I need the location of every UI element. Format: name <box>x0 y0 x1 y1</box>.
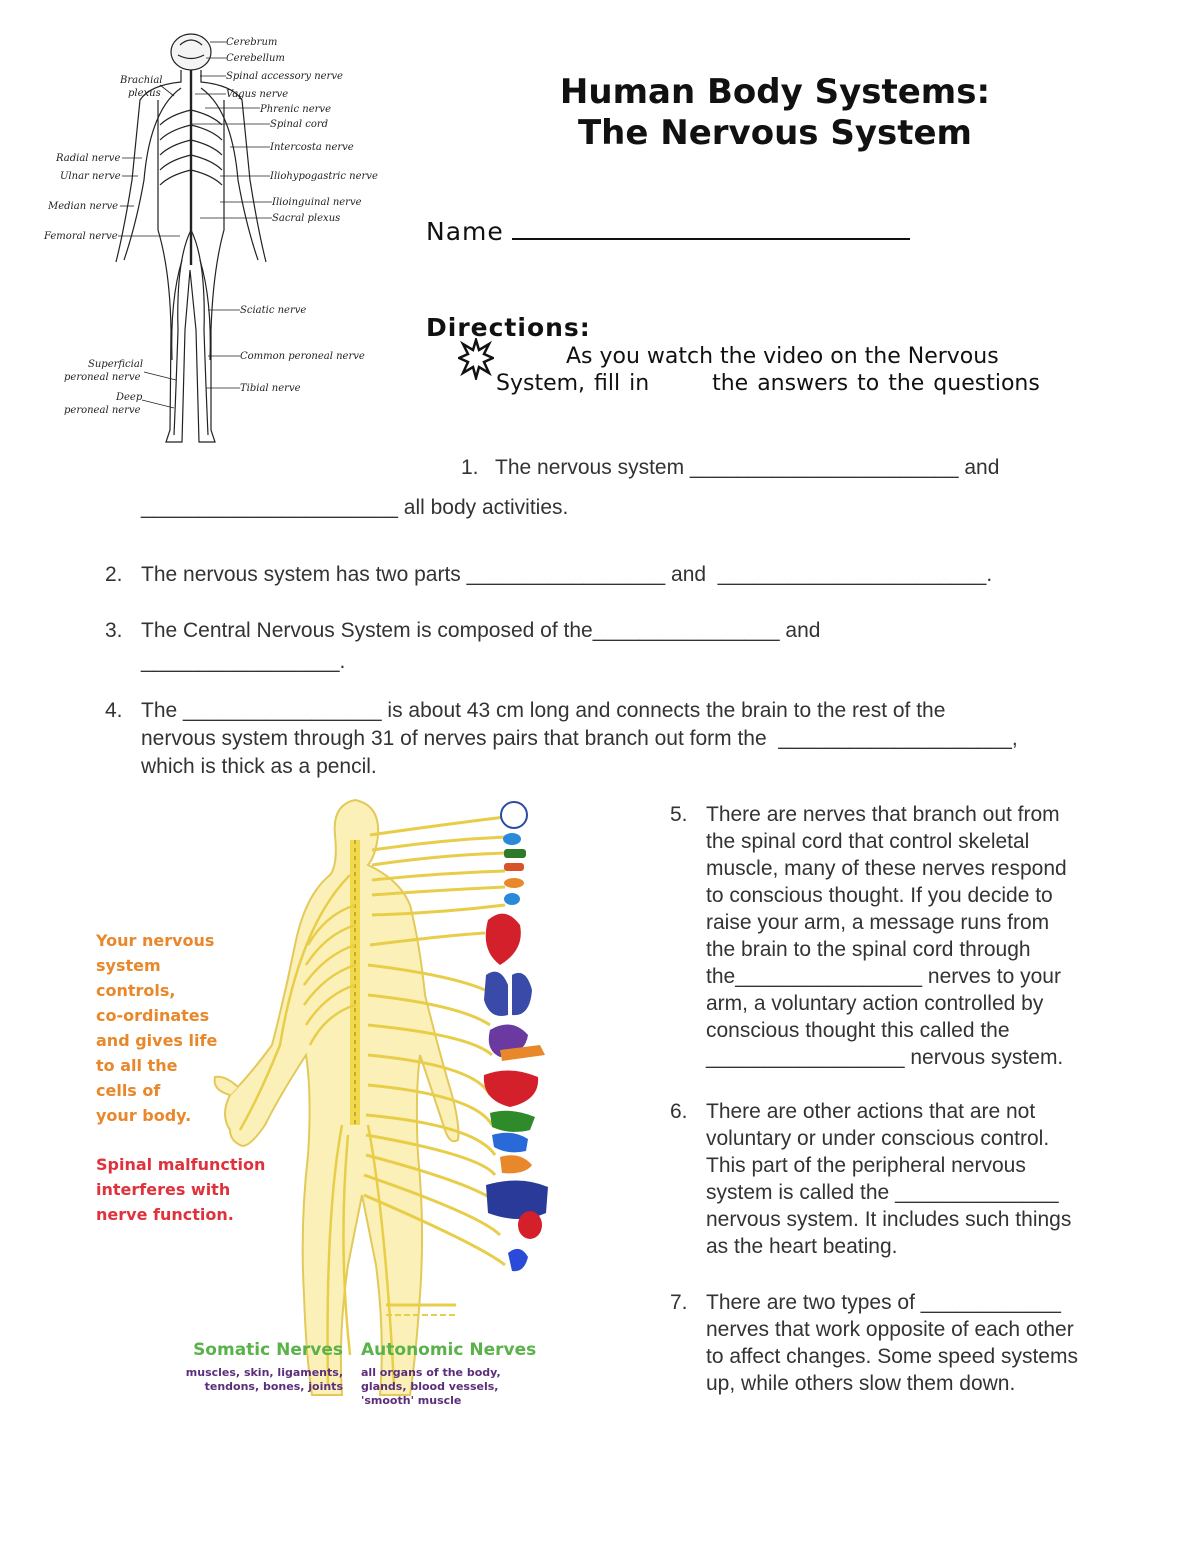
question-number: 6. <box>670 1100 688 1123</box>
label-deep-peroneal: peroneal nerve <box>64 405 141 416</box>
autonomic-heading: Autonomic Nerves <box>361 1340 537 1360</box>
question-line: The nervous system _______________________ and <box>495 456 1000 479</box>
label-superficial: Superficial <box>88 359 144 370</box>
question-6 <box>670 1098 1140 1260</box>
somatic-nerves-legend <box>178 1340 343 1394</box>
question-line: _________________ nervous system. <box>706 1046 1064 1069</box>
label-femoral: Femoral nerve <box>44 231 118 242</box>
question-number: 3. <box>105 619 123 642</box>
question-line: the________________ nerves to your <box>706 965 1061 988</box>
title-line-1: Human Body Systems: <box>559 72 991 112</box>
question-number: 7. <box>670 1291 688 1314</box>
caption-line: Spinal malfunction <box>96 1155 266 1174</box>
caption-line: co-ordinates <box>96 1006 210 1025</box>
label-deep: Deep <box>116 392 143 403</box>
somatic-line: tendons, bones, joints <box>204 1380 343 1393</box>
question-line: conscious thought this called the <box>706 1019 1010 1042</box>
label-vagus: Vagus nerve <box>226 89 289 100</box>
label-superficial-peroneal: peroneal nerve <box>64 372 141 383</box>
question-7 <box>670 1289 1140 1397</box>
question-line: up, while others slow them down. <box>706 1372 1016 1395</box>
label-spinal-accessory: Spinal accessory nerve <box>226 71 343 82</box>
question-line: voluntary or under conscious control. <box>706 1127 1050 1150</box>
question-line: There are nerves that branch out from <box>706 803 1060 826</box>
label-ulnar: Ulnar nerve <box>60 171 121 182</box>
question-number: 2. <box>105 563 123 586</box>
question-line: This part of the peripheral nervous <box>706 1154 1026 1177</box>
name-label: Name <box>426 217 504 246</box>
question-line: to affect changes. Some speed systems <box>706 1345 1078 1368</box>
caption-line: system <box>96 956 161 975</box>
question-line: the spinal cord that control skeletal <box>706 830 1030 853</box>
question-line: There are other actions that are not <box>706 1100 1036 1123</box>
autonomic-line: glands, blood vessels, <box>361 1380 499 1393</box>
question-number: 1. <box>461 456 479 479</box>
question-line: ______________________ all body activities. <box>141 496 569 519</box>
title-line-2: The Nervous System <box>577 113 972 153</box>
caption-line: nerve function. <box>96 1205 234 1224</box>
caption-line: Your nervous <box>96 931 215 950</box>
caption-line: to all the <box>96 1056 178 1075</box>
question-number: 5. <box>670 803 688 826</box>
label-sciatic: Sciatic nerve <box>240 305 307 316</box>
autonomic-line: all organs of the body, <box>361 1366 501 1379</box>
question-line: nerves that work opposite of each other <box>706 1318 1074 1341</box>
label-median: Median nerve <box>48 201 119 212</box>
directions-heading: Directions: <box>426 313 591 342</box>
autonomic-line: 'smooth' muscle <box>361 1394 462 1407</box>
spinal-malfunction-caption <box>96 1152 265 1227</box>
page-title <box>540 72 1010 154</box>
caption-line: and gives life <box>96 1031 218 1050</box>
question-line: The nervous system has two parts _________________ and _______________________. <box>141 563 993 586</box>
label-spinal-cord: Spinal cord <box>270 119 329 130</box>
name-blank-line[interactable] <box>512 214 910 240</box>
label-iliohypogastric: Iliohypogastric nerve <box>270 171 378 182</box>
question-line: The _________________ is about 43 cm long and connects the brain to the rest of the <box>141 699 946 722</box>
question-line: the brain to the spinal cord through <box>706 938 1031 961</box>
caption-line: interferes with <box>96 1180 231 1199</box>
label-tibial: Tibial nerve <box>240 383 301 394</box>
question-line: _________________. <box>141 650 346 673</box>
question-line: which is thick as a pencil. <box>141 755 377 778</box>
nervous-system-diagram <box>40 30 380 450</box>
label-sacral-plexus: Sacral plexus <box>272 213 341 224</box>
somatic-line: muscles, skin, ligaments, <box>185 1366 343 1379</box>
caption-line: controls, <box>96 981 176 1000</box>
label-brachial: Brachial <box>120 75 163 86</box>
caption-line: cells of <box>96 1081 161 1100</box>
question-line: muscle, many of these nerves respond <box>706 857 1067 880</box>
question-line: There are two types of ____________ <box>706 1291 1061 1314</box>
label-common-peroneal: Common peroneal nerve <box>240 351 365 362</box>
starburst-icon <box>458 338 494 380</box>
label-cerebrum: Cerebrum <box>226 37 278 48</box>
question-line: arm, a voluntary action controlled by <box>706 992 1044 1015</box>
question-line: The Central Nervous System is composed of the________________ and <box>141 619 821 642</box>
caption-line: your body. <box>96 1106 192 1125</box>
question-number: 4. <box>105 699 123 722</box>
somatic-heading: Somatic Nerves <box>193 1340 343 1360</box>
question-line: raise your arm, a message runs from <box>706 911 1050 934</box>
label-plexus: plexus <box>128 88 161 99</box>
autonomic-nerves-legend <box>361 1340 581 1408</box>
question-line: as the heart beating. <box>706 1235 898 1258</box>
label-intercostal: Intercosta nerve <box>270 142 354 153</box>
label-cerebellum: Cerebellum <box>226 53 285 64</box>
name-field[interactable] <box>426 214 910 246</box>
label-phrenic: Phrenic nerve <box>260 104 331 115</box>
question-5 <box>670 801 1140 1071</box>
directions-text-line-2: System, fill in the answers to the questions <box>496 371 1040 396</box>
directions-text-line-1: As you watch the video on the Nervous <box>566 344 999 369</box>
nervous-system-caption <box>96 928 217 1128</box>
question-line: nervous system through 31 of nerves pairs that branch out form the ____________________, <box>141 727 1018 750</box>
label-radial: Radial nerve <box>56 153 121 164</box>
question-line: to conscious thought. If you decide to <box>706 884 1053 907</box>
label-ilioinguinal: Ilioinguinal nerve <box>272 197 362 208</box>
question-line: system is called the ______________ <box>706 1181 1059 1204</box>
question-line: nervous system. It includes such things <box>706 1208 1072 1231</box>
